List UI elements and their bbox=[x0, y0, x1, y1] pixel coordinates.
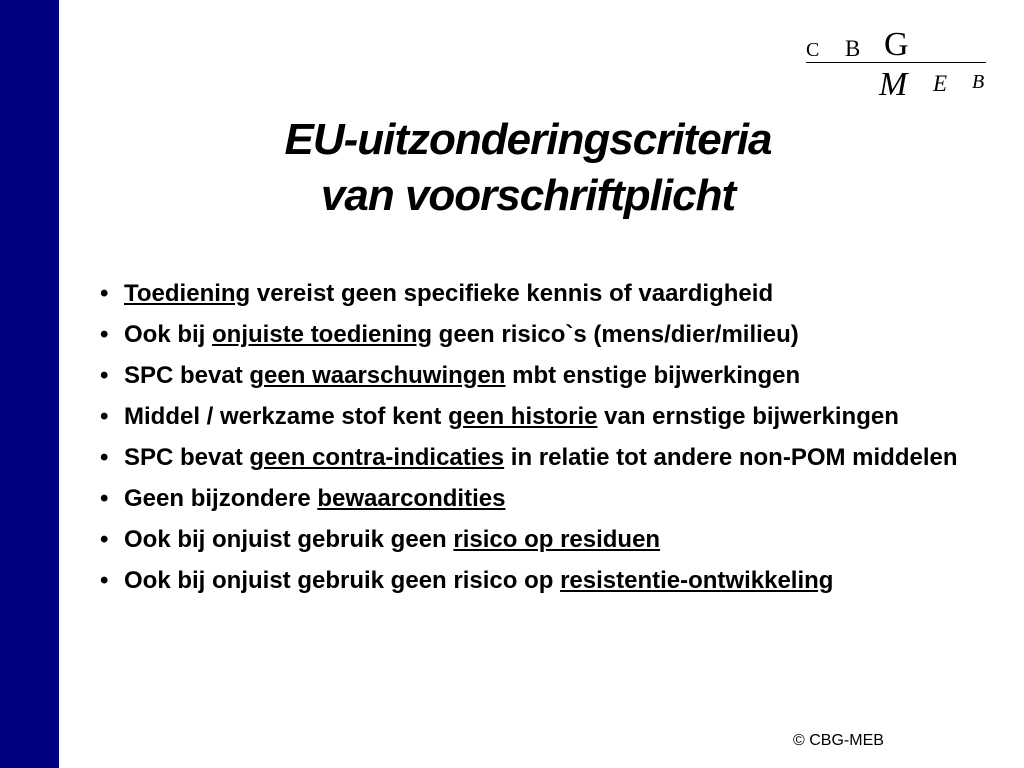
criteria-key-term: resistentie-ontwikkeling bbox=[560, 567, 834, 594]
criteria-key-term: Toediening bbox=[124, 280, 251, 307]
criteria-item: • Ook bij onjuist gebruik geen risico op residuen bbox=[100, 523, 1000, 557]
left-side-bar bbox=[0, 0, 59, 768]
criteria-key-term: onjuiste toediening bbox=[212, 321, 433, 348]
criteria-key-term: risico op residuen bbox=[453, 526, 661, 553]
slide-title bbox=[200, 112, 856, 224]
criteria-item: • Ook bij onjuist gebruik geen risico op resistentie-ontwikkeling bbox=[100, 564, 1000, 598]
criteria-key-term: geen contra-indicaties bbox=[249, 444, 505, 471]
cbg-meb-logo bbox=[800, 28, 990, 108]
logo-letter-b-small: B bbox=[972, 71, 985, 93]
criteria-item: • Geen bijzondere bewaarcondities bbox=[100, 482, 1000, 516]
slide-title-line-2: van voorschriftplicht bbox=[320, 171, 736, 220]
slide-title-line-1: EU-uitzonderingscriteria bbox=[284, 115, 772, 164]
criteria-item: • Toediening vereist geen specifieke kennis of vaardigheid bbox=[100, 277, 1000, 311]
logo-divider bbox=[806, 62, 986, 63]
logo-letter-c: C bbox=[806, 39, 820, 61]
criteria-item: • Ook bij onjuiste toediening geen risico`s (mens/dier/milieu) bbox=[100, 318, 1000, 352]
logo-letter-b: B bbox=[845, 36, 861, 61]
criteria-item: • Middel / werkzame stof kent geen historie van ernstige bijwerkingen bbox=[100, 400, 1000, 434]
criteria-item: • SPC bevat geen waarschuwingen mbt enstige bijwerkingen bbox=[100, 359, 1000, 393]
criteria-key-term: geen historie bbox=[448, 403, 598, 430]
logo-letter-g: G bbox=[884, 26, 909, 63]
criteria-list bbox=[100, 277, 1000, 605]
copyright-notice: © CBG-MEB bbox=[793, 732, 884, 749]
logo-letter-m: M bbox=[879, 66, 908, 103]
logo-letter-e: E bbox=[933, 71, 948, 96]
criteria-key-term: bewaarcondities bbox=[317, 485, 506, 512]
criteria-key-term: geen waarschuwingen bbox=[249, 362, 506, 389]
criteria-item: • SPC bevat geen contra-indicaties in relatie tot andere non-POM middelen bbox=[100, 441, 1000, 475]
